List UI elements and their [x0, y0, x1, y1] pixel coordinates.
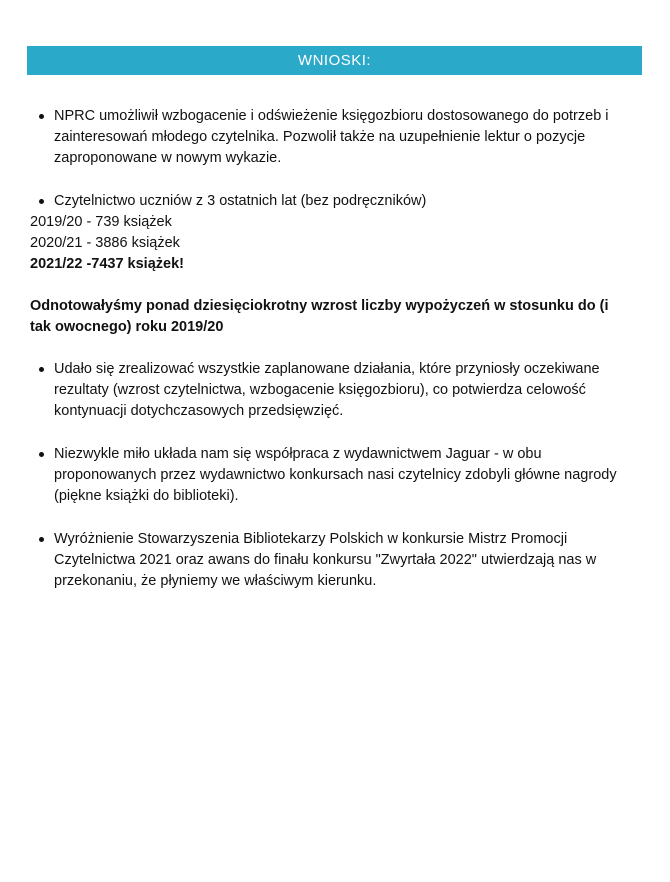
bullet-text: Udało się zrealizować wszystkie zaplanowane działania, które przyniosły oczekiwane rezultaty (wzrost czytelnictwa, wzbogacenie księgozbioru), co potwierdza celowość kontynuacji dotychczasowych przedsięwzięć. [54, 361, 600, 419]
stat-line-2021-22: 2021/22 -7437 książek! [30, 256, 184, 272]
bullet-text: Niezwykle miło układa nam się współpraca z wydawnictwem Jaguar - w obu proponowanych przez wydawnictwo konkursach nasi czytelnicy zdobyli główne nagrody (piękne książki do biblioteki). [54, 446, 617, 504]
bullet-text: Wyróżnienie Stowarzyszenia Bibliotekarzy Polskich w konkursie Mistrz Promocji Czytelnictwa 2021 oraz awans do finału konkursu "Zwyrtała 2022" utwierdzają nas w przekonaniu, że płyniemy we właściwym kierunku. [54, 531, 597, 589]
stat-line-2020-21: 2020/21 - 3886 książek [30, 235, 180, 251]
bullet-dot-icon [39, 199, 44, 204]
bullet-item-program-benefits [30, 106, 630, 169]
bullet-dot-icon [39, 452, 44, 457]
bullet-item-award [30, 529, 630, 592]
bullet-dot-icon [39, 537, 44, 542]
bullet-item-goals-achieved [30, 359, 630, 422]
bullet-dot-icon [39, 114, 44, 119]
bullet-text: Czytelnictwo uczniów z 3 ostatnich lat (bez podręczników) [54, 193, 427, 209]
bullet-item-reading-stats [30, 191, 630, 212]
summary-growth-statement: Odnotowałyśmy ponad dziesięciokrotny wzrost liczby wypożyczeń w stosunku do (i tak owocnego) roku 2019/20 [30, 298, 609, 335]
stat-line-2019-20: 2019/20 - 739 książek [30, 214, 172, 230]
conclusions-content [30, 106, 630, 592]
bullet-text: NPRC umożliwił wzbogacenie i odświeżenie księgozbioru dostosowanego do potrzeb i zainteresowań młodego czytelnika. Pozwolił także na uzupełnienie lektur o pozycje zaproponowane w nowym wykazie. [54, 108, 609, 166]
conclusions-header-bar [27, 46, 642, 75]
bullet-item-jaguar-cooperation [30, 444, 630, 507]
conclusions-title: WNIOSKI: [297, 52, 372, 69]
bullet-dot-icon [39, 367, 44, 372]
